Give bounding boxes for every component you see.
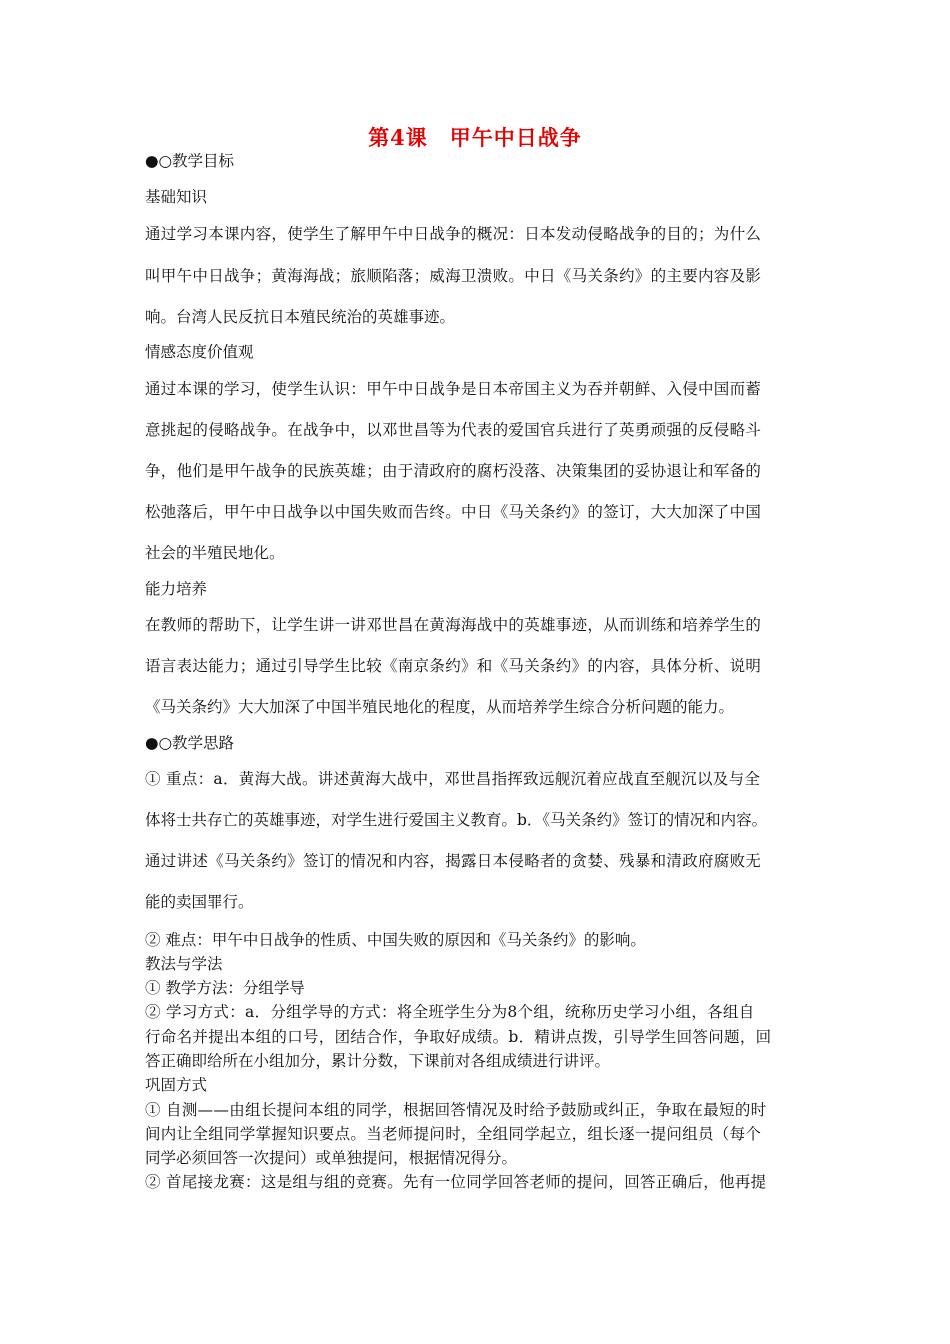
paragraph-line: ② 难点：甲午中日战争的性质、中国失败的原因和《马关条约》的影响。: [145, 931, 646, 949]
paragraph-line: 意挑起的侵略战争。在战争中，以邓世昌等为代表的爱国官兵进行了英勇顽强的反侵略斗: [145, 421, 762, 439]
paragraph-line: 响。台湾人民反抗日本殖民统治的英雄事迹。: [145, 308, 456, 326]
paragraph-line: 社会的半殖民地化。: [145, 544, 285, 562]
subheading-methods: 教法与学法: [145, 955, 223, 973]
paragraph-line: 《马关条约》大大加深了中国半殖民地化的程度，从而培养学生综合分析问题的能力。: [145, 698, 735, 716]
paragraph-line: 通过本课的学习，使学生认识：甲午中日战争是日本帝国主义为吞并朝鲜、入侵中国而蓄: [145, 380, 762, 398]
subheading-ability: 能力培养: [145, 580, 208, 598]
paragraph-line: 行命名并提出本组的口号，团结合作，争取好成绩。b．精讲点拨，引导学生回答问题，回: [145, 1028, 772, 1046]
section-heading-teaching-goals: ●○教学目标: [145, 152, 235, 170]
paragraph-line: ② 学习方式：a．分组学导的方式：将全班学生分为8个组，统称历史学习小组，各组自: [145, 1003, 755, 1021]
subheading-values: 情感态度价值观: [145, 343, 254, 361]
paragraph-line: 间内让全组同学掌握知识要点。当老师提问时，全组同学起立，组长逐一提问组员（每个: [145, 1125, 762, 1143]
paragraph-line: ① 重点：a．黄海大战。讲述黄海大战中，邓世昌指挥致远舰沉着应战直至舰沉以及与全: [145, 770, 761, 788]
subheading-basic-knowledge: 基础知识: [145, 188, 208, 206]
paragraph-line: 叫甲午中日战争；黄海海战；旅顺陷落；威海卫溃败。中日《马关条约》的主要内容及影: [145, 267, 762, 285]
paragraph-line: 同学必须回答一次提问）或单独提问，根据情况得分。: [145, 1149, 518, 1167]
paragraph-line: ① 自测——由组长提问本组的同学，根据回答情况及时给予鼓励或纠正，争取在最短的时: [145, 1101, 767, 1119]
paragraph-line: 通过学习本课内容，使学生了解甲午中日战争的概况：日本发动侵略战争的目的；为什么: [145, 225, 762, 243]
paragraph-line: 争，他们是甲午战争的民族英雄；由于清政府的腐朽没落、决策集团的妥协退让和军备的: [145, 462, 762, 480]
paragraph-line: 答正确即给所在小组加分，累计分数，下课前对各组成绩进行讲评。: [145, 1052, 611, 1070]
paragraph-line: 能的卖国罪行。: [145, 893, 254, 911]
paragraph-line: 松弛落后，甲午中日战争以中国失败而告终。中日《马关条约》的签订，大大加深了中国: [145, 503, 762, 521]
paragraph-line: ② 首尾接龙赛：这是组与组的竞赛。先有一位同学回答老师的提问，回答正确后，他再提: [145, 1173, 767, 1191]
subheading-consolidation: 巩固方式: [145, 1076, 208, 1094]
paragraph-line: 体将士共存亡的英雄事迹，对学生进行爱国主义教育。b．《马关条约》签订的情况和内容。: [145, 811, 768, 829]
paragraph-line: 在教师的帮助下，让学生讲一讲邓世昌在黄海海战中的英雄事迹，从而训练和培养学生的: [145, 616, 762, 634]
lesson-title: 第4课 甲午中日战争: [368, 125, 582, 150]
paragraph-line: 语言表达能力；通过引导学生比较《南京条约》和《马关条约》的内容，具体分析、说明: [145, 657, 762, 675]
paragraph-line: ① 教学方法：分组学导: [145, 979, 305, 997]
section-heading-teaching-approach: ●○教学思路: [145, 734, 235, 752]
paragraph-line: 通过讲述《马关条约》签订的情况和内容，揭露日本侵略者的贪婪、残暴和清政府腐败无: [145, 852, 762, 870]
